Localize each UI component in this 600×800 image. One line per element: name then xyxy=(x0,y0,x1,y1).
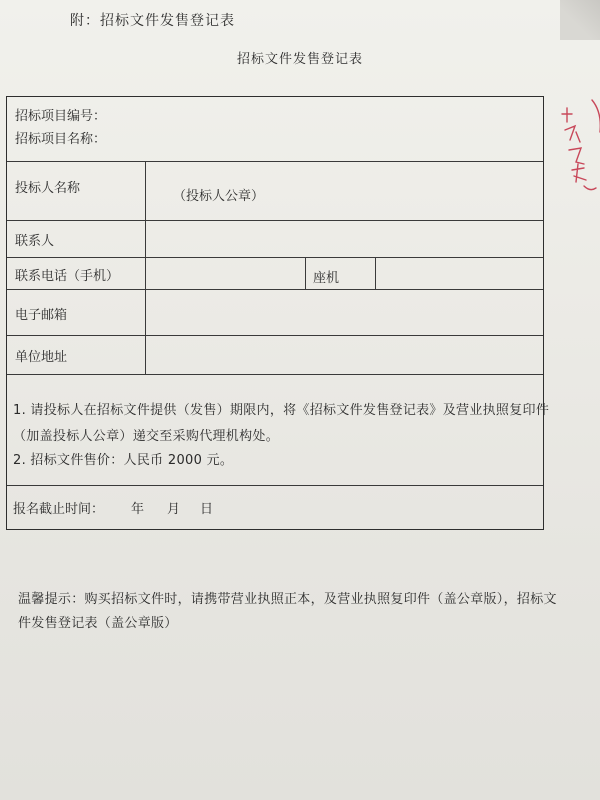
note-1-continued: （加盖投标人公章）递交至采购代理机构处。 xyxy=(13,429,280,444)
email-field[interactable] xyxy=(147,290,543,334)
label-column-divider xyxy=(145,161,146,374)
tip-line-2: 件发售登记表（盖公章版） xyxy=(18,616,178,631)
contact-label: 联系人 xyxy=(15,234,55,249)
bidder-seal-field[interactable]: （投标人公章） xyxy=(173,189,265,204)
row-divider xyxy=(7,374,543,375)
registration-form-table xyxy=(6,96,550,530)
landline-divider xyxy=(375,257,376,289)
row-divider xyxy=(7,161,543,162)
tip-line-1: 温馨提示：购买招标文件时，请携带营业执照正本，及营业执照复印件（盖公章版），招标文 xyxy=(18,592,557,607)
mobile-label: 联系电话（手机） xyxy=(15,269,120,284)
deadline-day: 日 xyxy=(200,502,214,517)
attachment-note: 附：招标文件发售登记表 xyxy=(70,13,235,29)
landline-label: 座机 xyxy=(313,271,340,286)
row-divider xyxy=(7,485,543,486)
page-shadow xyxy=(560,0,600,40)
red-stamp-mark xyxy=(556,92,600,202)
address-label: 单位地址 xyxy=(15,350,68,365)
note-1: 1. 请投标人在招标文件提供（发售）期限内，将《招标文件发售登记表》及营业执照复印件 xyxy=(13,403,550,418)
address-field[interactable] xyxy=(147,336,543,373)
deadline-year: 年 xyxy=(131,502,145,517)
landline-divider xyxy=(305,257,306,289)
project-name-label: 招标项目名称： xyxy=(15,132,107,147)
email-label: 电子邮箱 xyxy=(15,308,68,323)
landline-field[interactable] xyxy=(377,258,543,288)
deadline-label: 报名截止时间： xyxy=(13,502,105,517)
deadline-month: 月 xyxy=(167,502,181,517)
document-title: 招标文件发售登记表 xyxy=(236,52,363,67)
note-2: 2. 招标文件售价：人民币 2000 元。 xyxy=(13,453,234,468)
contact-field[interactable] xyxy=(147,221,543,256)
bidder-name-label: 投标人名称 xyxy=(15,181,81,196)
mobile-field[interactable] xyxy=(147,258,304,288)
project-number-label: 招标项目编号： xyxy=(15,109,107,124)
